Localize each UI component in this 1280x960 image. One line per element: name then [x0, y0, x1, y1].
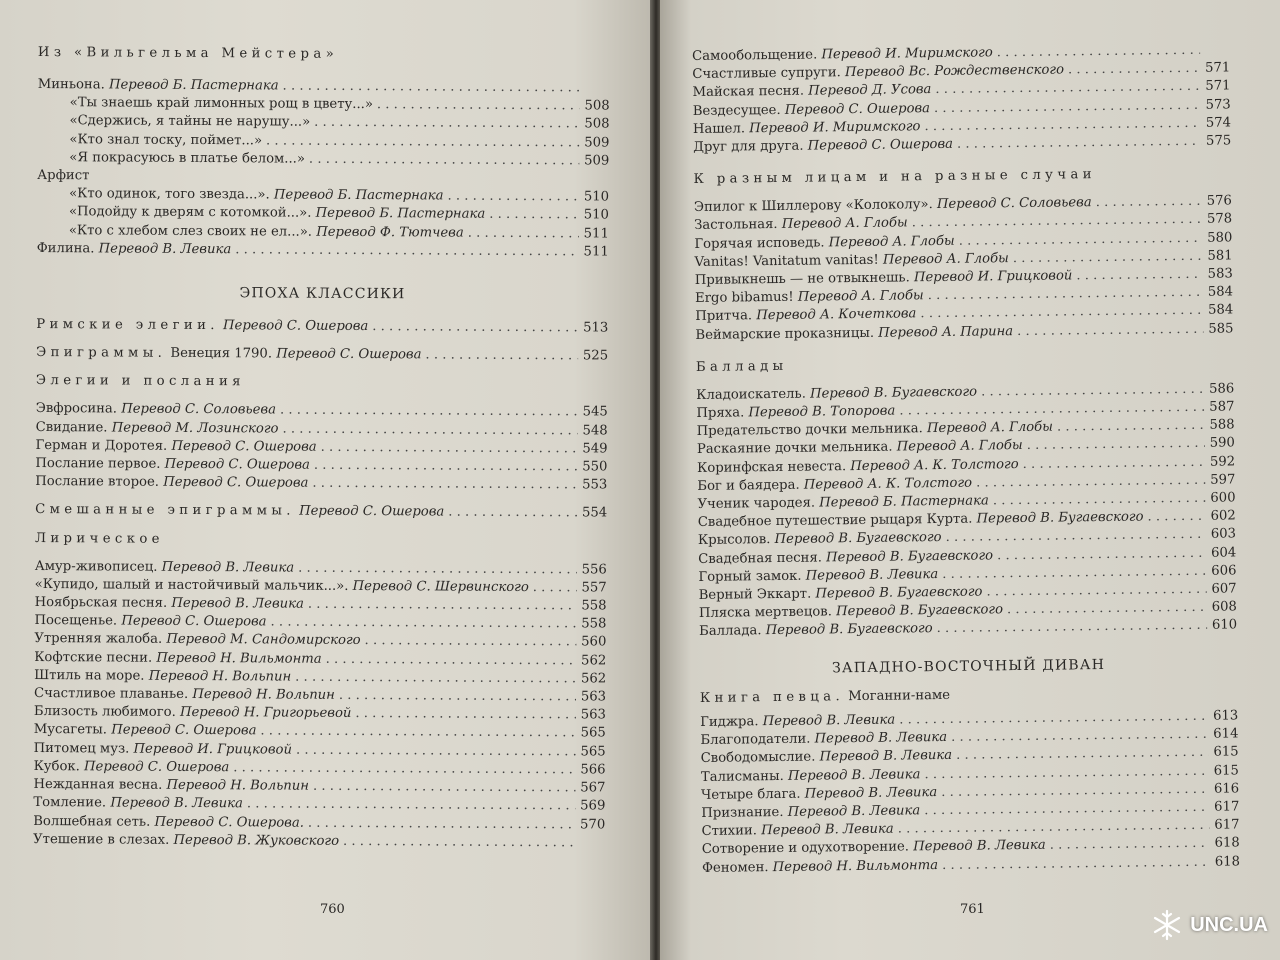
entry-page: 617	[1214, 799, 1240, 815]
entry-title: Свидание.	[35, 419, 108, 436]
entry-page: 574	[1205, 115, 1232, 131]
entry-translator: Перевод А. Кочеткова	[756, 306, 917, 324]
entry-translator: Перевод В. Левика	[110, 795, 243, 812]
leader-dots	[229, 759, 575, 779]
entry-page: 584	[1207, 302, 1234, 319]
entry-translator: Перевод В. Левика	[762, 712, 896, 730]
entry-page: 617	[1214, 817, 1240, 833]
entry-page: 513	[583, 320, 609, 336]
entry-title: «Сдержись, я тайны не нарушу...»	[69, 113, 311, 131]
entry-page: 585	[1208, 321, 1234, 337]
entry-page: 509	[584, 134, 610, 151]
elegies-entries	[35, 400, 608, 495]
entry-title: Привыкнешь — не отвыкнешь.	[694, 270, 910, 289]
entry-page: 509	[584, 153, 610, 169]
entry-translator: Перевод И. Миримского	[821, 45, 993, 63]
entry-page: 618	[1214, 835, 1240, 851]
entry-title: Горный замок.	[698, 568, 802, 585]
leader-dots	[309, 778, 576, 798]
entry-page: 510	[583, 189, 610, 205]
entry-page: 565	[580, 744, 606, 760]
toc-entry	[35, 473, 607, 495]
entry-page: 566	[580, 762, 606, 778]
entry-page: 592	[1209, 454, 1236, 470]
entry-translator: Перевод Вс. Рождественского	[844, 62, 1065, 81]
leader-dots	[308, 475, 577, 495]
entry-translator: Перевод В. Левика	[98, 241, 232, 258]
entry-page: 581	[1207, 248, 1233, 264]
leader-dots	[373, 96, 580, 115]
entry-page: 554	[581, 505, 608, 521]
entry-page: 511	[583, 244, 609, 260]
leader-dots	[485, 206, 579, 225]
leader-dots	[256, 723, 575, 743]
left-toc	[33, 44, 610, 852]
entry-title: Майская песня.	[692, 84, 805, 101]
entry-translator: Перевод А. Глобы	[896, 438, 1023, 455]
entry-title: Четыре блага.	[701, 786, 801, 803]
section-title-occasions: К разным лицам и на разные случаи	[693, 167, 1096, 188]
entry-translator: Перевод Н. Григорьевой	[179, 705, 352, 722]
entry-title: Нашел.	[692, 121, 746, 137]
entry-title: Счастливое плаванье.	[33, 686, 189, 703]
entry-page: 587	[1209, 399, 1235, 415]
lyric-entries	[33, 558, 607, 853]
entry-title: «Купидо, шалый и настойчивый мальчик...».	[34, 576, 349, 594]
entry-translator: Перевод В. Левика	[814, 730, 948, 747]
entry-translator: Перевод Н. Вольпин	[148, 668, 292, 685]
leader-dots	[351, 705, 576, 725]
entry-title: Горячая исповедь.	[694, 235, 825, 252]
leader-dots	[305, 150, 579, 170]
entry-translator: Перевод И. Грицковой	[913, 268, 1073, 286]
entry-extra: Венеция 1790.	[170, 346, 273, 362]
leader-dots	[304, 814, 575, 834]
entry-page: 615	[1213, 744, 1239, 760]
entry-page: 563	[580, 707, 606, 723]
entry-title: «Кто знал тоску, поймет...»	[69, 131, 263, 148]
entry-page: 508	[584, 98, 610, 114]
entry-page: 560	[581, 634, 607, 650]
entry-page: 616	[1213, 781, 1240, 797]
entry-translator: Перевод В. Левика	[787, 766, 921, 784]
entry-translator: Перевод С. Шервинского	[352, 578, 529, 595]
entry-title: Раскаяние дочки мельника.	[696, 440, 893, 458]
entry-translator: Перевод В. Левика	[819, 748, 953, 765]
entry-translator: Перевод В. Левика	[805, 566, 939, 584]
leader-dots	[310, 114, 579, 134]
leader-dots	[243, 796, 576, 816]
entry-translator: Перевод И. Миримского	[749, 119, 921, 137]
leader-dots	[276, 402, 578, 422]
singer-title: Книга певца.	[699, 688, 845, 706]
entry-title: Сотворение и одухотворение.	[701, 839, 910, 858]
entry-translator: Перевод В. Левика	[913, 838, 1046, 855]
entry-translator: Перевод С. Ошерова	[121, 613, 267, 630]
entry-title: Свободомыслие.	[700, 749, 816, 767]
entry-title: Бог и баядера.	[697, 477, 800, 494]
entry-title: Крысолов.	[697, 532, 771, 549]
entry-page: 610	[1211, 617, 1238, 634]
entry-title: Благоподатели.	[700, 731, 811, 749]
top-entries	[692, 41, 1231, 157]
entry-page: 575	[1205, 133, 1232, 149]
entry-page: 571	[1205, 60, 1231, 76]
entry-translator: Перевод Б. Пастернака	[819, 493, 989, 511]
entry-translator: Перевод А. Глобы	[797, 288, 924, 305]
entry-title: Волшебная сеть.	[33, 813, 151, 830]
entry-title: Штиль на море.	[34, 667, 145, 684]
leader-dots	[421, 347, 578, 366]
entry-page: 573	[1205, 97, 1231, 113]
leader-dots	[231, 241, 579, 261]
entry-title: Питомец муз.	[33, 740, 130, 757]
entry-title: Свадебное путешествие рыцаря Курта.	[697, 511, 973, 531]
entry-page: 584	[1207, 284, 1234, 300]
leader-dots	[938, 853, 1210, 875]
entry-page: 576	[1206, 193, 1233, 209]
entry-translator: Перевод С. Соловьева	[121, 401, 277, 418]
entry-translator: Перевод В. Топорова	[748, 403, 896, 421]
entry-page: 567	[580, 780, 606, 796]
entry-page: 553	[582, 477, 608, 493]
entry-title: Талисманы.	[700, 768, 784, 785]
entry-title: Пляска мертвецов.	[698, 604, 832, 622]
entry-page: 563	[580, 689, 607, 705]
entry-title: Предательство дочки мельника.	[696, 421, 923, 440]
entry-title: Пряха.	[696, 405, 745, 422]
entry-title: Эпилог к Шиллерову «Колоколу».	[693, 197, 933, 216]
entry-title: Утешение в слезах.	[33, 831, 170, 848]
leader-dots	[279, 77, 580, 97]
leader-dots	[262, 132, 579, 152]
entry-page: 618	[1214, 853, 1241, 870]
entry-page: 613	[1212, 708, 1239, 724]
entry-title: Посещенье.	[34, 613, 118, 629]
toc-entry	[33, 831, 605, 853]
entry-page: 569	[580, 798, 606, 814]
entry-page: 550	[582, 459, 608, 475]
leader-dots	[444, 504, 577, 523]
entry-title: Кубок.	[33, 758, 80, 775]
leader-dots	[529, 579, 577, 597]
entry-page: 600	[1210, 490, 1236, 506]
leader-dots	[464, 224, 579, 243]
entry-translator: Перевод Б. Пастернака	[315, 206, 486, 223]
entry-page: 570	[580, 816, 606, 832]
entry-page: 510	[583, 207, 610, 223]
entry-translator: Перевод С. Ошерова	[164, 456, 310, 473]
section-title-lyric: Лирическое	[34, 530, 164, 547]
entry-page: 549	[582, 441, 608, 457]
entry-title: Мусагеты.	[33, 722, 108, 738]
section-title-wilhelm-meister: Из «Вильгельма Мейстера»	[37, 44, 339, 62]
entry-title: Миньона.	[37, 76, 105, 93]
entry-title: Эпиграммы.	[36, 345, 167, 362]
entry-title: Герман и Доротея.	[35, 437, 168, 454]
entry-title: «Я покрасуюсь в платье белом...»	[69, 150, 306, 167]
entry-title: Амур-живописец.	[34, 558, 158, 575]
leader-dots	[339, 833, 575, 853]
leader-dots	[1143, 508, 1205, 527]
leader-dots	[1023, 435, 1205, 455]
entry-translator: Перевод В. Бугаевского	[765, 621, 933, 639]
entry-translator: Перевод В. Бугаевского	[976, 509, 1144, 527]
entry-translator: Перевод В. Бугаевского	[774, 530, 942, 548]
leader-dots	[322, 650, 577, 670]
entry-translator: Перевод С. Соловьева	[936, 195, 1092, 213]
leader-dots	[1053, 417, 1205, 437]
leader-dots	[278, 420, 577, 440]
toc-entry-roman-elegies	[36, 316, 608, 338]
page-number-right: 761	[960, 902, 985, 917]
entry-page: 557	[581, 580, 607, 596]
ballads-entries	[696, 380, 1237, 641]
toc-entry	[37, 149, 609, 171]
entry-title: Вездесущее.	[692, 102, 781, 119]
entry-translator: Перевод И. Грицковой	[133, 741, 293, 758]
entry-title: Арфист	[37, 168, 90, 184]
entry-translator: Перевод Д. Усова	[808, 82, 932, 99]
entry-translator: Перевод С. Ошерова	[223, 318, 369, 335]
entry-title: Самообольщение.	[692, 47, 818, 64]
entry-title: Феномен.	[701, 859, 769, 876]
entry-page: 614	[1213, 726, 1239, 742]
entry-title: Ноябрьская песня.	[34, 595, 168, 611]
entry-page: 562	[581, 653, 607, 669]
entry-translator: Перевод Н. Вольпин	[166, 777, 310, 794]
entry-translator: Перевод Ф. Тютчева	[316, 224, 464, 241]
entry-title: Застольная.	[694, 217, 778, 234]
entry-page: 511	[583, 225, 609, 242]
entry-page: 608	[1211, 599, 1237, 615]
entry-translator: Перевод А. Глобы	[882, 250, 1009, 268]
toc-entry-epigrams	[36, 344, 608, 366]
section-title-ballads: Баллады	[695, 358, 788, 375]
page-number-left: 760	[320, 902, 345, 917]
leader-dots	[953, 133, 1201, 154]
entry-translator: Перевод В. Бугаевского	[809, 384, 978, 402]
entry-title: «Кто с хлебом слез своих не ел...».	[68, 222, 313, 240]
wilhelm-meister-entries	[37, 76, 610, 262]
entry-translator: Перевод С. Ошерова	[163, 475, 309, 491]
toc-entry	[37, 240, 609, 262]
entry-title: Баллада.	[699, 623, 762, 640]
entry-translator: Перевод М. Лозинского	[111, 420, 279, 437]
entry-page: 525	[582, 348, 609, 364]
entry-title: Коринфская невеста.	[697, 458, 847, 476]
entry-page: 586	[1208, 381, 1235, 397]
entry-translator: Перевод Н. Вильмонта	[156, 650, 322, 667]
entry-title: Ученик чародея.	[697, 495, 816, 513]
entry-title: Близость любимого.	[33, 704, 176, 721]
entry-title: Эвфросина.	[35, 401, 118, 417]
entry-translator: Перевод Б. Пастернака	[273, 187, 444, 204]
entry-page: 603	[1210, 526, 1237, 543]
entry-title: Филина.	[36, 240, 95, 257]
entry-translator: Перевод С. Ошерова	[111, 722, 257, 739]
entry-translator: Перевод С. Ошерова.	[154, 814, 304, 831]
leader-dots	[267, 614, 577, 634]
entry-title: Послание второе.	[35, 474, 160, 490]
entry-translator: Перевод В. Левика	[787, 803, 921, 820]
entry-title: Счастливые супруги.	[692, 65, 841, 83]
entry-translator: Перевод М. Сандомирского	[166, 632, 361, 649]
entry-page: 565	[580, 725, 606, 741]
entry-title: Vanitas! Vanitatum vanitas!	[694, 252, 879, 270]
entry-translator: Перевод В. Бугаевского	[835, 602, 1004, 620]
singer-subtitle: Моганни-наме	[848, 687, 951, 704]
entry-page: 590	[1209, 435, 1235, 452]
entry-page: 580	[1207, 230, 1233, 246]
entry-translator: Перевод С. Ошерова	[171, 438, 317, 455]
entry-page: 571	[1205, 78, 1231, 95]
entry-translator: Перевод В. Левика	[161, 559, 295, 576]
leader-dots	[933, 617, 1208, 639]
entry-page: 578	[1206, 211, 1233, 228]
leader-dots	[1019, 453, 1206, 473]
entry-page: 606	[1211, 563, 1237, 579]
entry-translator: Перевод С. Ошерова	[276, 346, 422, 363]
entry-translator: Перевод А. Глобы	[828, 233, 955, 250]
entry-translator: Перевод Н. Вольпин	[192, 687, 335, 703]
entry-page: 508	[584, 116, 610, 132]
entry-page: 597	[1210, 472, 1236, 488]
leader-dots	[292, 741, 576, 761]
occasions-entries	[694, 193, 1234, 345]
entry-title: «Ты знаешь край лимонных рощ в цвету...»	[69, 95, 373, 113]
toc-entry-mixed-epigrams	[35, 501, 607, 523]
entry-page: 607	[1211, 581, 1237, 597]
entry-title: Верный Эккарт.	[698, 586, 812, 604]
leader-dots	[335, 687, 576, 707]
entry-translator: Перевод А. К. Толстого	[850, 456, 1019, 474]
entry-title: Гиджра.	[700, 714, 759, 730]
entry-title: Томление.	[33, 795, 107, 811]
entry-translator: Перевод С. Ошерова	[807, 136, 954, 154]
heading-classics: ЭПОХА КЛАССИКИ	[239, 285, 406, 303]
leader-dots	[310, 457, 578, 477]
leader-dots	[1013, 320, 1204, 341]
entry-page: 602	[1210, 508, 1236, 524]
entry-title: Признание.	[701, 804, 784, 821]
entry-page: 588	[1209, 417, 1235, 433]
entry-title: Послание первое.	[35, 456, 161, 472]
entry-translator: Перевод А. Парина	[878, 323, 1014, 341]
entry-title: Нежданная весна.	[33, 777, 163, 793]
entry-translator: Перевод Н. Вильмонта	[772, 857, 939, 875]
entry-title: Кофтские песни.	[34, 649, 153, 666]
leader-dots	[1072, 266, 1203, 286]
entry-page: 615	[1213, 762, 1239, 779]
entry-page: 558	[581, 598, 607, 614]
leader-dots	[1046, 835, 1210, 855]
entry-page: 545	[582, 404, 608, 420]
entry-translator: Перевод Б. Пастернака	[108, 77, 279, 94]
leader-dots	[368, 318, 578, 337]
entry-title: Смешанные эпиграммы.	[35, 502, 295, 520]
leader-dots	[1064, 60, 1201, 80]
right-toc	[692, 41, 1240, 877]
entry-title: Кладоискатель.	[696, 386, 806, 403]
entry-translator: Перевод А. Глобы	[781, 215, 908, 233]
entry-translator: Перевод В. Бугаевского	[815, 584, 983, 602]
entry-translator: Перевод В. Жуковского	[173, 832, 340, 849]
entry-page: 562	[580, 671, 607, 687]
entry-title: «Кто одинок, того звезда...».	[69, 186, 270, 203]
entry-translator: Перевод В. Бугаевского	[826, 548, 994, 566]
leader-dots	[317, 439, 578, 459]
entry-title: Веймарские проказницы.	[695, 325, 875, 343]
entry-page: 548	[582, 422, 608, 439]
entry-title: Ergo bibamus!	[694, 290, 794, 307]
entry-translator: Перевод С. Ошерова	[784, 100, 931, 118]
entry-title: Свадебная песня.	[698, 550, 823, 567]
watermark-logo	[1150, 908, 1268, 942]
entry-translator: Перевод В. Левика	[171, 595, 304, 612]
singer-entries	[700, 707, 1240, 877]
leader-dots	[361, 632, 577, 652]
entry-title: «Подойду к дверям с котомкой...».	[68, 204, 312, 222]
leader-dots	[443, 188, 579, 207]
snowflake-icon	[1150, 908, 1184, 942]
section-title-elegies: Элегии и послания	[35, 373, 245, 390]
entry-translator: Перевод С. Ошерова	[84, 759, 230, 776]
entry-translator: Перевод В. Левика	[761, 821, 894, 839]
entry-translator: Перевод В. Левика	[804, 784, 938, 802]
leader-dots	[1092, 193, 1202, 213]
entry-title: Друг для друга.	[693, 138, 804, 156]
leader-dots	[294, 559, 577, 579]
entry-translator: Перевод А. К. Толстого	[803, 475, 973, 493]
entry-page: 558	[581, 616, 607, 632]
entry-page: 556	[581, 561, 607, 578]
right-page	[660, 0, 1280, 960]
entry-page: 604	[1210, 545, 1237, 561]
leader-dots	[291, 668, 576, 688]
entry-title: Притча.	[695, 308, 753, 325]
heading-divan: ЗАПАДНО-ВОСТОЧНЫЙ ДИВАН	[831, 656, 1106, 677]
entry-title: Римские элегии.	[36, 317, 219, 334]
entry-translator: Перевод С. Ошерова	[299, 504, 445, 520]
entry-translator: Перевод А. Глобы	[926, 419, 1054, 437]
entry-title: Утренняя жалоба.	[34, 631, 163, 648]
entry-page: 583	[1207, 266, 1233, 282]
leader-dots	[1009, 248, 1203, 269]
entry-title: Стихии.	[701, 823, 758, 840]
watermark-text: UNC.UA	[1190, 913, 1268, 936]
leader-dots	[304, 596, 577, 616]
